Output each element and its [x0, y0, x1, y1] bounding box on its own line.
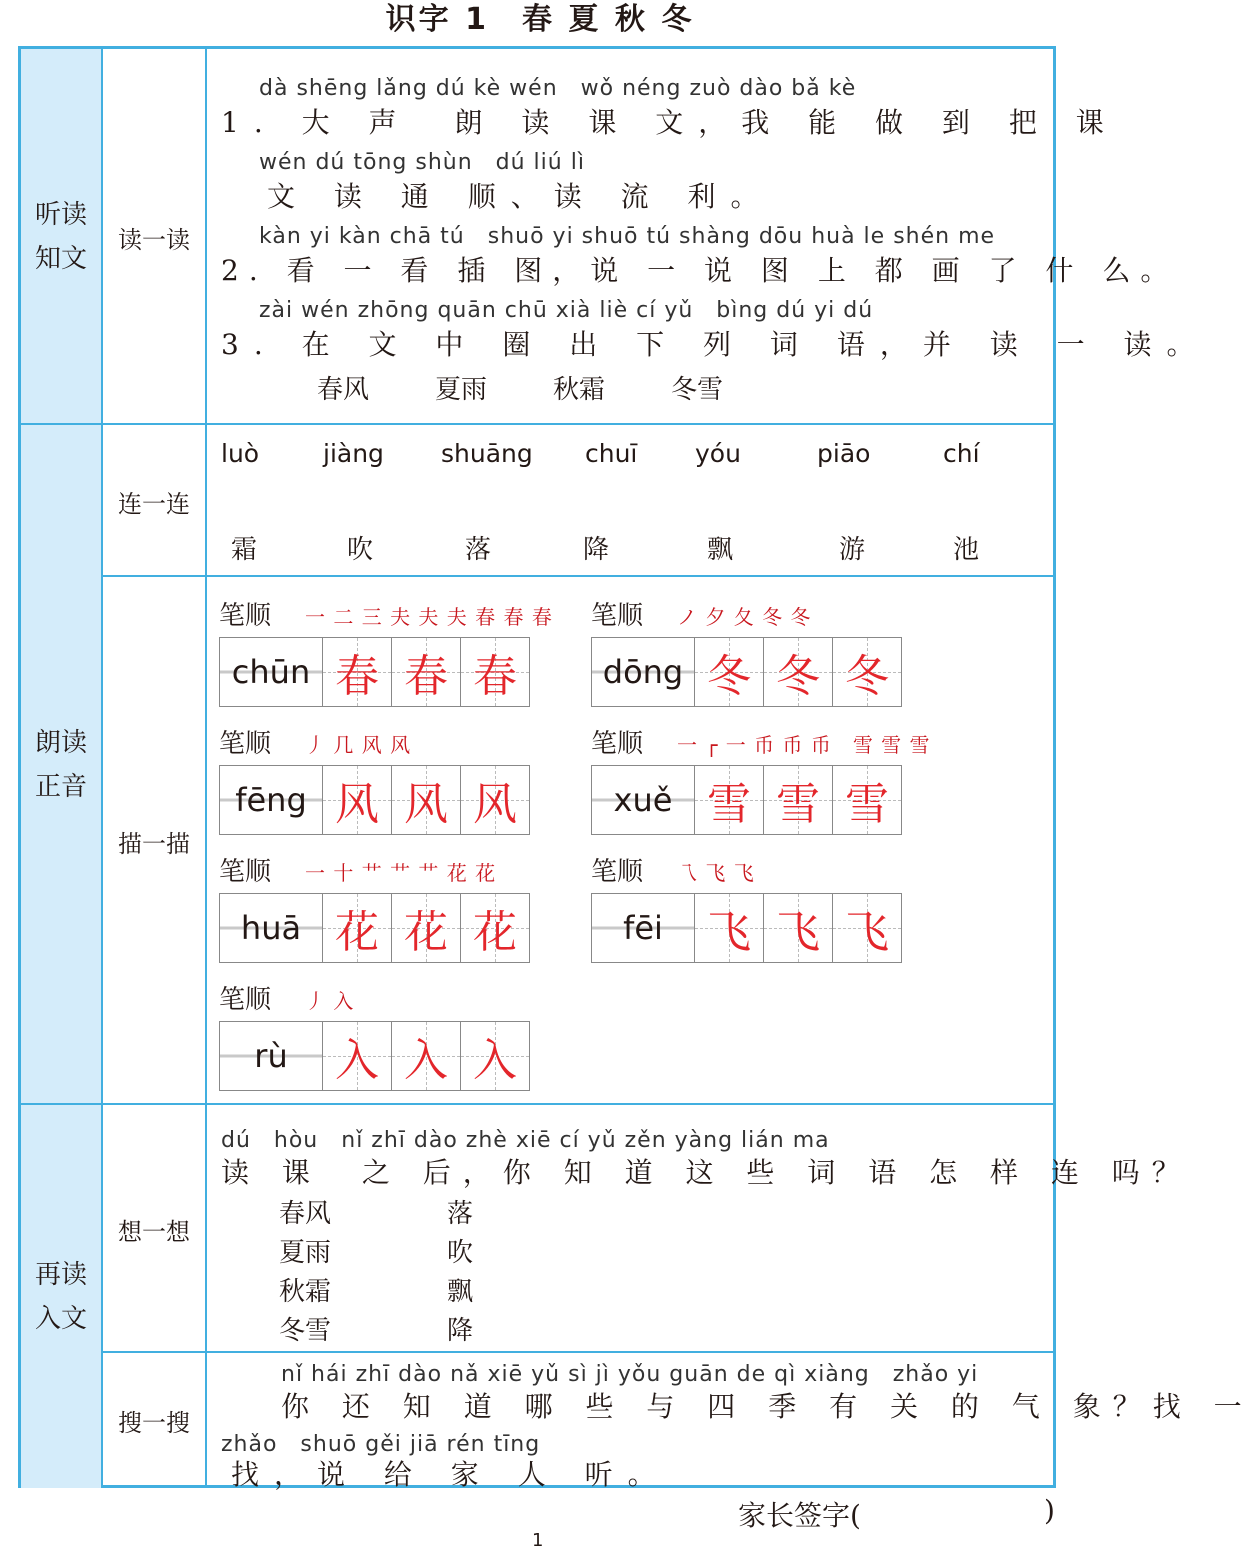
trace-char: 风: [404, 779, 448, 830]
stroke-order: 一 二 三 夫 夫 夫 春 春 春: [305, 605, 553, 629]
think-word-left[interactable]: 冬雪: [279, 1316, 332, 1346]
trace-char: 春: [404, 651, 448, 702]
trace-cell[interactable]: [461, 893, 530, 963]
writing-grid: [219, 637, 530, 707]
trace-char: 雪: [776, 779, 820, 830]
think-word-right[interactable]: 落: [447, 1199, 474, 1229]
match-hanzi[interactable]: 霜: [231, 535, 258, 565]
bishun-label: 笔顺: [591, 857, 644, 887]
trace-char: 花: [473, 907, 517, 958]
read-pinyin-1: dà shēng lǎng dú kè wén wǒ néng zuò dào bǎ kè: [259, 76, 857, 101]
read-text-3: 2. 看 一 看 插 图，说 一 说 图 上 都 画 了 什 么。: [221, 254, 1179, 287]
trace-cell[interactable]: [764, 893, 833, 963]
section-label-pronounce: 朗读正音: [34, 728, 87, 802]
think-pinyin: dú hòu nǐ zhī dào zhè xiē cí yǔ zěn yàng lián ma: [221, 1128, 830, 1153]
trace-cell[interactable]: [323, 1021, 392, 1091]
think-word-right[interactable]: 吹: [447, 1238, 474, 1268]
pinyin-box: xuě: [591, 765, 695, 835]
sub-trace: [103, 577, 207, 1105]
search-text-1: 你 还 知 道 哪 些 与 四 季 有 关 的 气 象？找 一: [281, 1390, 1254, 1423]
stroke-order: ノ 夕 夂 冬 冬: [677, 605, 812, 629]
sub-label-match: 连一连: [118, 489, 190, 518]
trace-cell[interactable]: [764, 765, 833, 835]
trace-char: 春: [473, 651, 517, 702]
trace-char: 风: [473, 779, 517, 830]
read-content: [207, 49, 1210, 423]
pinyin-box: rù: [219, 1021, 323, 1091]
match-pinyin[interactable]: chuī: [585, 439, 638, 468]
trace-cell[interactable]: [323, 893, 392, 963]
trace-block-fei: [591, 851, 921, 965]
bishun-label: 笔顺: [219, 985, 272, 1015]
think-word-right[interactable]: 降: [447, 1316, 474, 1346]
trace-char: 雪: [845, 779, 889, 830]
writing-grid: [591, 893, 902, 963]
section-listen: [21, 49, 103, 425]
trace-block-ru: [219, 979, 549, 1093]
read-pinyin-3: kàn yi kàn chā tú shuō yi shuō tú shàng dōu huà le shén me: [259, 224, 996, 249]
trace-char: 春: [335, 651, 379, 702]
page-number: 1: [532, 1530, 544, 1551]
bishun-label: 笔顺: [591, 601, 644, 631]
section-reread: [21, 1105, 103, 1488]
match-hanzi[interactable]: 落: [465, 535, 492, 565]
trace-cell[interactable]: [323, 637, 392, 707]
trace-char: 飞: [776, 907, 820, 958]
trace-cell[interactable]: [323, 765, 392, 835]
sub-label-think: 想一想: [118, 1217, 190, 1246]
writing-grid: [219, 893, 530, 963]
trace-block-chun: [219, 595, 553, 709]
page-title: 识字 1 春 夏 秋 冬: [385, 2, 695, 37]
trace-content: [207, 577, 1053, 1103]
parent-signature-close: ): [1044, 1494, 1055, 1527]
match-pinyin[interactable]: luò: [221, 439, 260, 468]
trace-char: 花: [404, 907, 448, 958]
writing-grid: [591, 637, 902, 707]
think-question: 读 课 之 后，你 知 道 这 些 词 语 怎 样 连 吗？: [221, 1156, 1192, 1189]
search-content: [207, 1353, 1254, 1491]
trace-cell[interactable]: [392, 1021, 461, 1091]
sub-search: [103, 1353, 207, 1488]
word-item: 春风: [317, 375, 370, 405]
match-pinyin[interactable]: shuāng: [441, 439, 533, 468]
trace-char: 入: [335, 1035, 379, 1086]
bishun-label: 笔顺: [591, 729, 644, 759]
section-pronounce: [21, 425, 103, 1105]
search-text-2: 找，说 给 家 人 听。: [231, 1458, 671, 1491]
section-label-reread: 再读入文: [34, 1259, 87, 1334]
think-word-left[interactable]: 夏雨: [279, 1238, 332, 1268]
trace-cell[interactable]: [833, 765, 902, 835]
trace-cell[interactable]: [392, 765, 461, 835]
trace-cell[interactable]: [695, 637, 764, 707]
read-pinyin-2: wén dú tōng shùn dú liú lì: [259, 150, 585, 175]
search-pinyin-2: zhǎo shuō gěi jiā rén tīng: [221, 1432, 541, 1457]
stroke-order: 一 十 艹 艹 艹 花 花: [305, 861, 497, 885]
read-text-4: 3. 在 文 中 圈 出 下 列 词 语，并 读 一 读。: [221, 328, 1210, 361]
match-pinyin[interactable]: jiàng: [323, 439, 384, 468]
pinyin-box: huā: [219, 893, 323, 963]
stroke-order: 丿 入: [305, 989, 355, 1013]
think-content: [207, 1105, 1192, 1351]
trace-char: 雪: [707, 779, 751, 830]
trace-char: 花: [335, 907, 379, 958]
read-text-1: 1. 大 声 朗 读 课 文，我 能 做 到 把 课: [221, 106, 1119, 139]
trace-cell[interactable]: [833, 893, 902, 963]
sub-match: [103, 425, 207, 577]
sub-label-search: 搜一搜: [118, 1409, 190, 1437]
think-word-left[interactable]: 春风: [279, 1199, 332, 1229]
trace-cell[interactable]: [461, 637, 530, 707]
trace-char: 冬: [707, 651, 751, 702]
think-word-left[interactable]: 秋霜: [279, 1277, 332, 1307]
match-hanzi[interactable]: 游: [839, 535, 866, 565]
sub-read: [103, 49, 207, 425]
writing-grid: [219, 765, 530, 835]
read-text-2: 文 读 通 顺、读 流 利。: [267, 180, 774, 213]
trace-block-feng: [219, 723, 549, 837]
trace-char: 入: [404, 1035, 448, 1086]
trace-cell[interactable]: [695, 765, 764, 835]
pinyin-box: fēng: [219, 765, 323, 835]
trace-cell[interactable]: [461, 1021, 530, 1091]
worksheet-table: [18, 46, 1254, 1491]
match-hanzi[interactable]: 吹: [347, 535, 374, 565]
word-item: 秋霜: [553, 375, 606, 405]
bishun-label: 笔顺: [219, 601, 272, 631]
trace-char: 入: [473, 1035, 517, 1086]
trace-char: 飞: [845, 907, 889, 958]
match-pinyin[interactable]: yóu: [695, 439, 741, 468]
writing-grid: [219, 1021, 530, 1091]
search-pinyin-1: nǐ hái zhī dào nǎ xiē yǔ sì jì yǒu guān de qì xiàng zhǎo yi: [281, 1362, 979, 1387]
match-hanzi[interactable]: 池: [953, 535, 980, 565]
trace-cell[interactable]: [764, 637, 833, 707]
sub-label-trace: 描一描: [118, 829, 190, 858]
pinyin-box: chūn: [219, 637, 323, 707]
pinyin-box: dōng: [591, 637, 695, 707]
bishun-label: 笔顺: [219, 729, 272, 759]
stroke-order: 乁 飞 飞: [677, 861, 755, 885]
trace-char: 冬: [845, 651, 889, 702]
trace-block-dong: [591, 595, 921, 709]
match-hanzi[interactable]: 飘: [707, 535, 734, 565]
match-pinyin[interactable]: piāo: [817, 439, 871, 468]
stroke-order: 一 ┌ 一 币 币 币 雪 雪 雪: [677, 733, 931, 757]
trace-char: 风: [335, 779, 379, 830]
section-label-listen: 听读知文: [34, 200, 87, 274]
trace-char: 飞: [707, 907, 751, 958]
stroke-order: 丿 几 风 风: [305, 733, 412, 757]
bishun-label: 笔顺: [219, 857, 272, 887]
word-item: 夏雨: [435, 375, 488, 405]
match-hanzi[interactable]: 降: [583, 535, 610, 565]
trace-cell[interactable]: [392, 893, 461, 963]
trace-char: 冬: [776, 651, 820, 702]
match-content: [207, 425, 1053, 575]
writing-grid: [591, 765, 902, 835]
read-pinyin-4: zài wén zhōng quān chū xià liè cí yǔ bìng dú yi dú: [259, 298, 874, 323]
trace-block-hua: [219, 851, 549, 965]
trace-cell[interactable]: [833, 637, 902, 707]
match-pinyin[interactable]: chí: [943, 439, 980, 468]
think-word-right[interactable]: 飘: [447, 1277, 474, 1307]
trace-cell[interactable]: [461, 765, 530, 835]
parent-signature-label[interactable]: 家长签字(: [738, 1499, 861, 1532]
word-item: 冬雪: [671, 375, 724, 405]
trace-block-xue: [591, 723, 1031, 837]
trace-cell[interactable]: [392, 637, 461, 707]
trace-cell[interactable]: [695, 893, 764, 963]
sub-think: [103, 1105, 207, 1353]
sub-label-read: 读一读: [118, 225, 190, 254]
pinyin-box: fēi: [591, 893, 695, 963]
